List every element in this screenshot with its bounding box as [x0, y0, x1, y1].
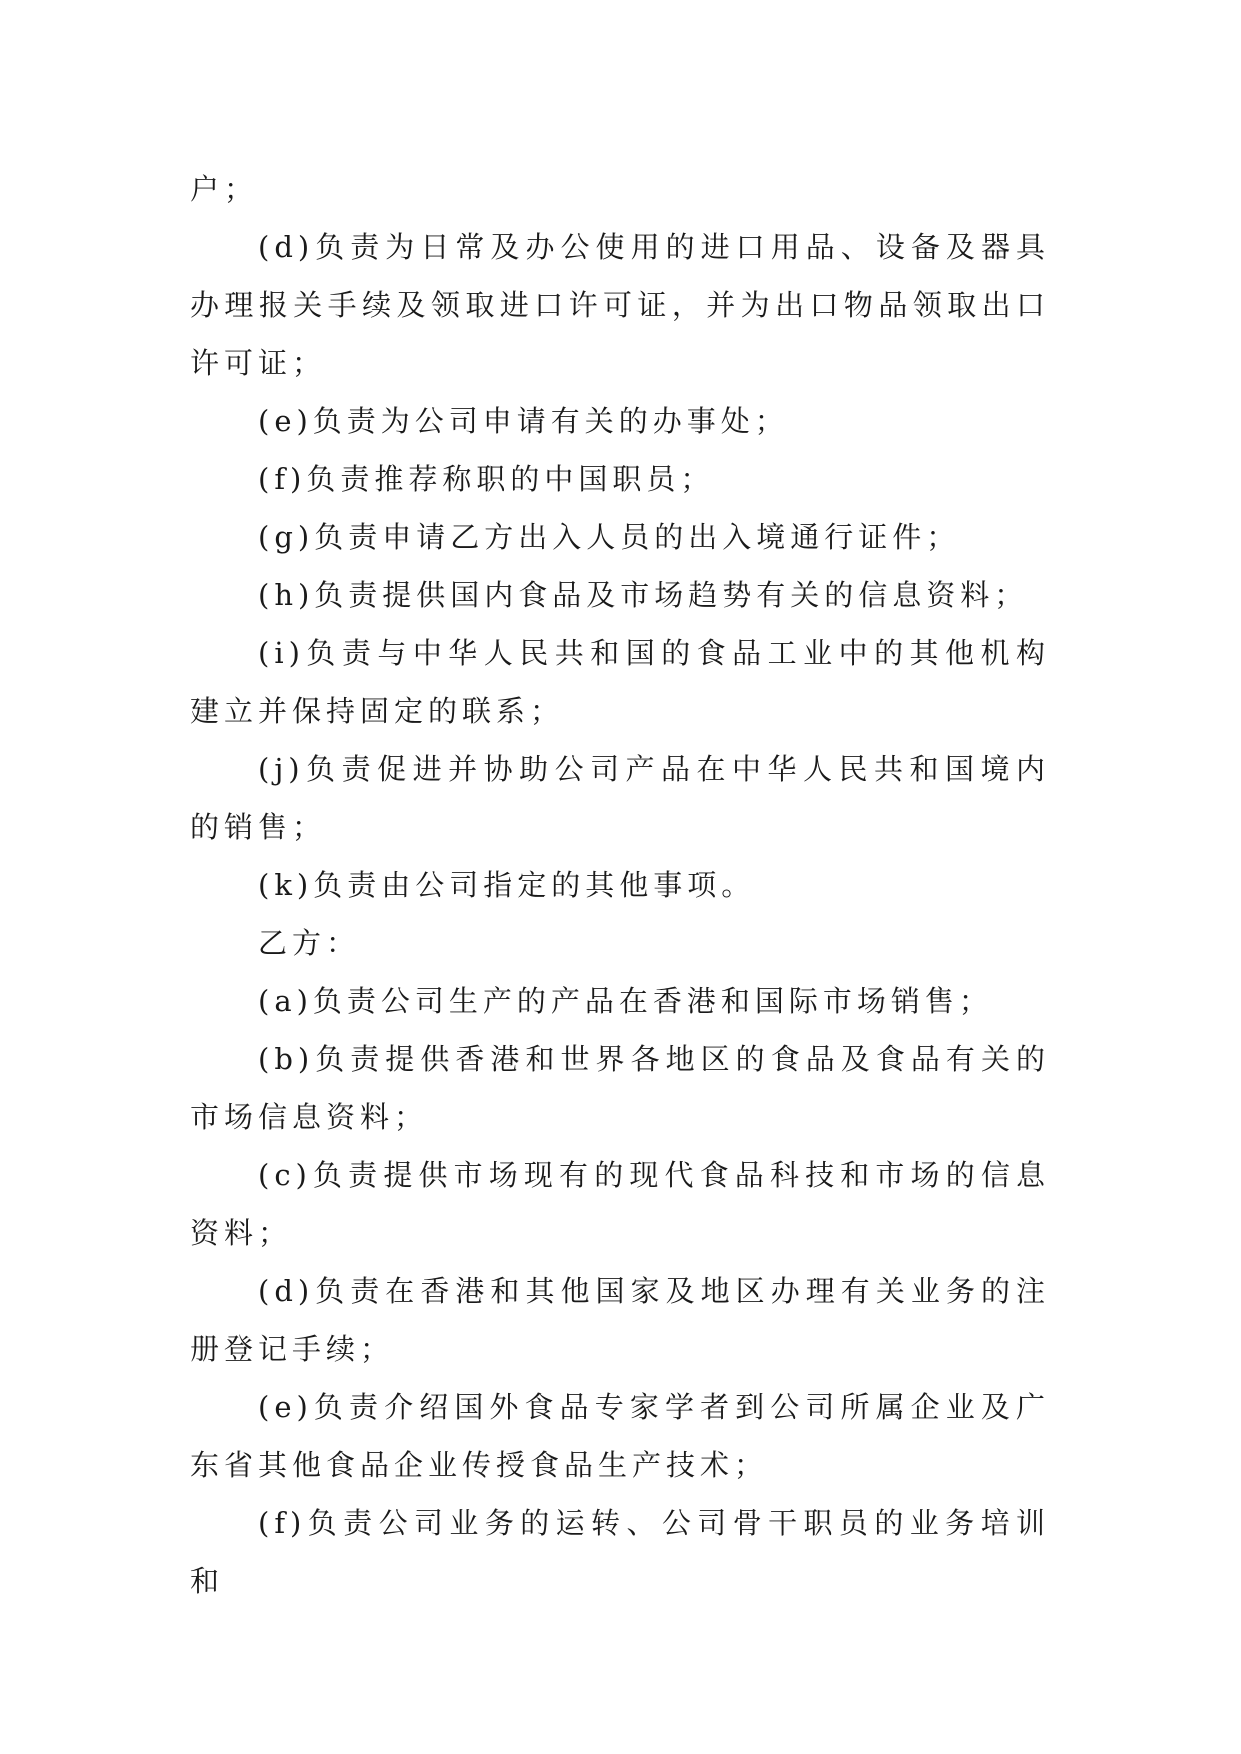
paragraph-party-a-item-h: (h)负责提供国内食品及市场趋势有关的信息资料； [258, 578, 1029, 612]
paragraph-party-b-item-f: (f)负责公司业务的运转、公司骨干职员的业务培训和 [190, 1506, 1050, 1598]
paragraph-party-b-item-a: (a)负责公司生产的产品在香港和国际市场销售； [258, 984, 993, 1018]
paragraph-party-a-item-k: (k)负责由公司指定的其他事项。 [258, 868, 756, 902]
document-body [190, 160, 1050, 1610]
paragraph-party-a-item-e: (e)负责为公司申请有关的办事处； [258, 404, 789, 438]
paragraph-party-a-item-f: (f)负责推荐称职的中国职员； [258, 462, 715, 496]
paragraph-party-a-item-j: (j)负责促进并协助公司产品在中华人民共和国境内的销售； [190, 752, 1050, 844]
paragraph-party-b-item-d: (d)负责在香港和其他国家及地区办理有关业务的注册登记手续； [190, 1274, 1050, 1366]
paragraph-party-a-item-g: (g)负责申请乙方出入人员的出入境通行证件； [258, 520, 961, 554]
paragraph-party-b-item-b: (b)负责提供香港和世界各地区的食品及食品有关的市场信息资料； [190, 1042, 1050, 1134]
heading-party-b: 乙方： [258, 926, 361, 960]
paragraph-party-b-item-e: (e)负责介绍国外食品专家学者到公司所属企业及广东省其他食品企业传授食品生产技术； [190, 1390, 1050, 1482]
paragraph-party-a-item-d: (d)负责为日常及办公使用的进口用品、设备及器具办理报关手续及领取进口许可证，并为出口物品领取出口许可证； [190, 230, 1050, 380]
paragraph-party-a-item-i: (i)负责与中华人民共和国的食品工业中的其他机构建立并保持固定的联系； [190, 636, 1050, 728]
paragraph-party-b-item-c: (c)负责提供市场现有的现代食品科技和市场的信息资料； [190, 1158, 1050, 1250]
paragraph-continuation: 户； [190, 172, 259, 206]
